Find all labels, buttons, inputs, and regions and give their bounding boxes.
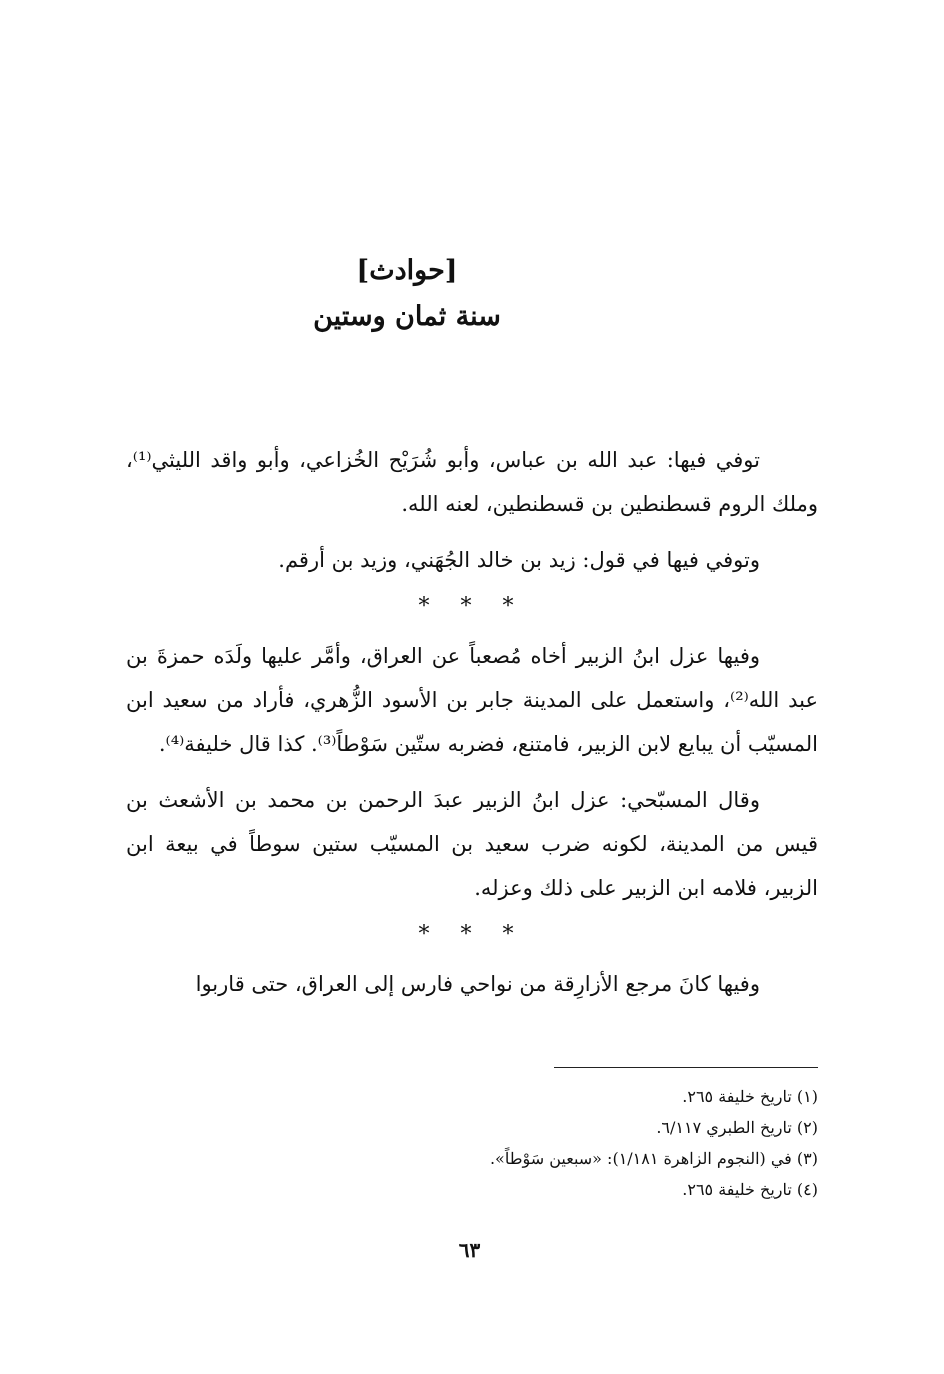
paragraph-deaths-alt: وتوفي فيها في قول: زيد بن خالد الجُهَني، وزيد بن أرقم.: [278, 548, 760, 572]
footnote-divider: [554, 1067, 818, 1068]
year-title: سنة ثمان وستين: [313, 301, 501, 332]
page-number-text: ٦٣: [458, 1238, 481, 1262]
footnote-3: (٣) في (النجوم الزاهرة ١/١٨١): «سبعين سَوْطاً».: [489, 1149, 818, 1168]
page-number: [0, 1238, 944, 1262]
section-title: [حوادث]: [356, 255, 458, 286]
main-text: [126, 438, 818, 1006]
footnote-4: (٤) تاريخ خليفة ٢٦٥.: [682, 1180, 818, 1199]
footnote-1: (١) تاريخ خليفة ٢٦٥.: [682, 1087, 818, 1106]
paragraph-mus-ab: وفيها عزل ابنُ الزبير أخاه مُصعباً عن العراق، وأمَّر عليها ولَدَه حمزةَ بن عبد الله⁽²⁾، واستعمل على المدينة جابر بن الأسود الزُّهري، فأراد من سعيد ابن المسيّب أن يبايع لابن الزبير، فامتنع، فضربه ستّين سَوْطاً⁽³⁾. كذا قال خليفة⁽⁴⁾.: [126, 644, 818, 756]
footnote-2: (٢) تاريخ الطبري ٦/١١٧.: [656, 1118, 818, 1137]
heading-block: [0, 248, 944, 340]
paragraph-azariqa: وفيها كانَ مرجع الأزارِقة من نواحي فارس إلى العراق، حتى قاربوا: [195, 972, 760, 996]
paragraph-musabbihi: وقال المسبّحي: عزل ابنُ الزبير عبدَ الرحمن بن محمد بن الأشعث بن قيس من المدينة، لكونه ضرب سعيد بن المسيّب ستين سوطاً في بيعة ابن الزبير، فلامه ابن الزبير على ذلك وعزله.: [126, 788, 818, 900]
paragraph-deaths: توفي فيها: عبد الله بن عباس، وأبو شُرَيْح الخُزاعي، وأبو واقد الليثي⁽¹⁾، وملك الروم قسطنطين بن قسطنطين، لعنه الله.: [126, 448, 818, 516]
section-separator: * * *: [418, 594, 526, 619]
section-separator: * * *: [418, 922, 526, 947]
footnotes: [126, 1081, 818, 1205]
